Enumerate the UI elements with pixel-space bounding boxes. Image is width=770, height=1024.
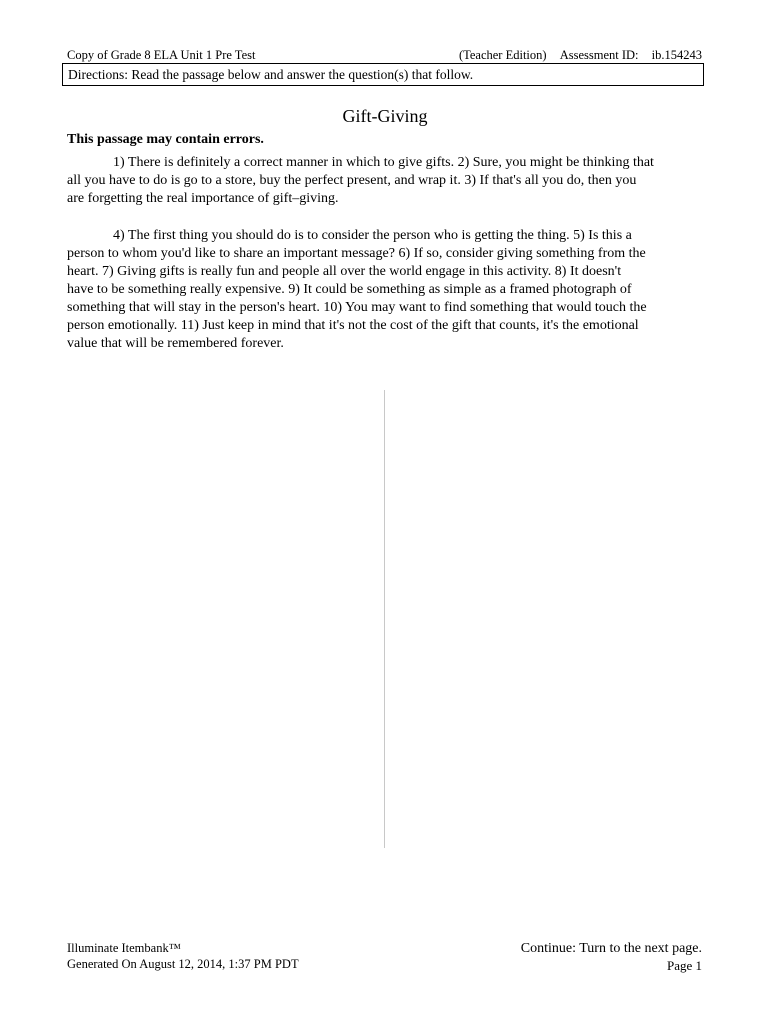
passage-title: Gift-Giving bbox=[342, 106, 428, 126]
directions-box: Directions: Read the passage below and answer the question(s) that follow. bbox=[62, 63, 704, 86]
paragraph-line: person emotionally. 11) Just keep in mind that it's not the cost of the gift that counts, it's the emotional bbox=[67, 318, 639, 333]
paragraph-line: something that will stay in the person's heart. 10) You may want to find something that would touch the bbox=[67, 300, 647, 315]
paragraph-line: heart. 7) Giving gifts is really fun and people all over the world engage in this activity. 8) It doesn't bbox=[67, 264, 622, 279]
page-number: Page 1 bbox=[666, 958, 702, 973]
assessment-id-value: ib.154243 bbox=[651, 48, 702, 62]
continue-note: Continue: Turn to the next page. bbox=[520, 941, 702, 956]
paragraph-line: value that will be remembered forever. bbox=[67, 336, 284, 351]
column-divider bbox=[384, 390, 385, 848]
page-footer-left bbox=[67, 940, 299, 972]
page-footer-right bbox=[521, 940, 702, 974]
paragraph-2 bbox=[67, 227, 707, 353]
paragraph-line: have to be something really expensive. 9) It could be something as simple as a framed photograph of bbox=[67, 282, 632, 297]
passage-note: This passage may contain errors. bbox=[67, 132, 264, 147]
page-header bbox=[67, 47, 702, 63]
edition-label: (Teacher Edition) bbox=[458, 48, 547, 62]
paragraph-line: all you have to do is go to a store, buy the perfect present, and wrap it. 3) If that's all you do, then you bbox=[67, 173, 637, 188]
brand-label: Illuminate Itembank™ bbox=[67, 941, 181, 955]
paragraph-line: are forgetting the real importance of gift–giving. bbox=[67, 191, 339, 206]
paragraph-line: 1) There is definitely a correct manner in which to give gifts. 2) Sure, you might be thinking that bbox=[113, 155, 654, 170]
generated-date: Generated On August 12, 2014, 1:37 PM PDT bbox=[67, 957, 299, 971]
header-meta bbox=[449, 47, 702, 63]
test-title: Copy of Grade 8 ELA Unit 1 Pre Test bbox=[67, 48, 256, 62]
paragraph-line: person to whom you'd like to share an important message? 6) If so, consider giving something from the bbox=[67, 246, 646, 261]
assessment-id-label: Assessment ID: bbox=[559, 48, 639, 62]
paragraph-line: 4) The first thing you should do is to consider the person who is getting the thing. 5) Is this a bbox=[113, 228, 632, 243]
paragraph-1 bbox=[67, 154, 707, 208]
